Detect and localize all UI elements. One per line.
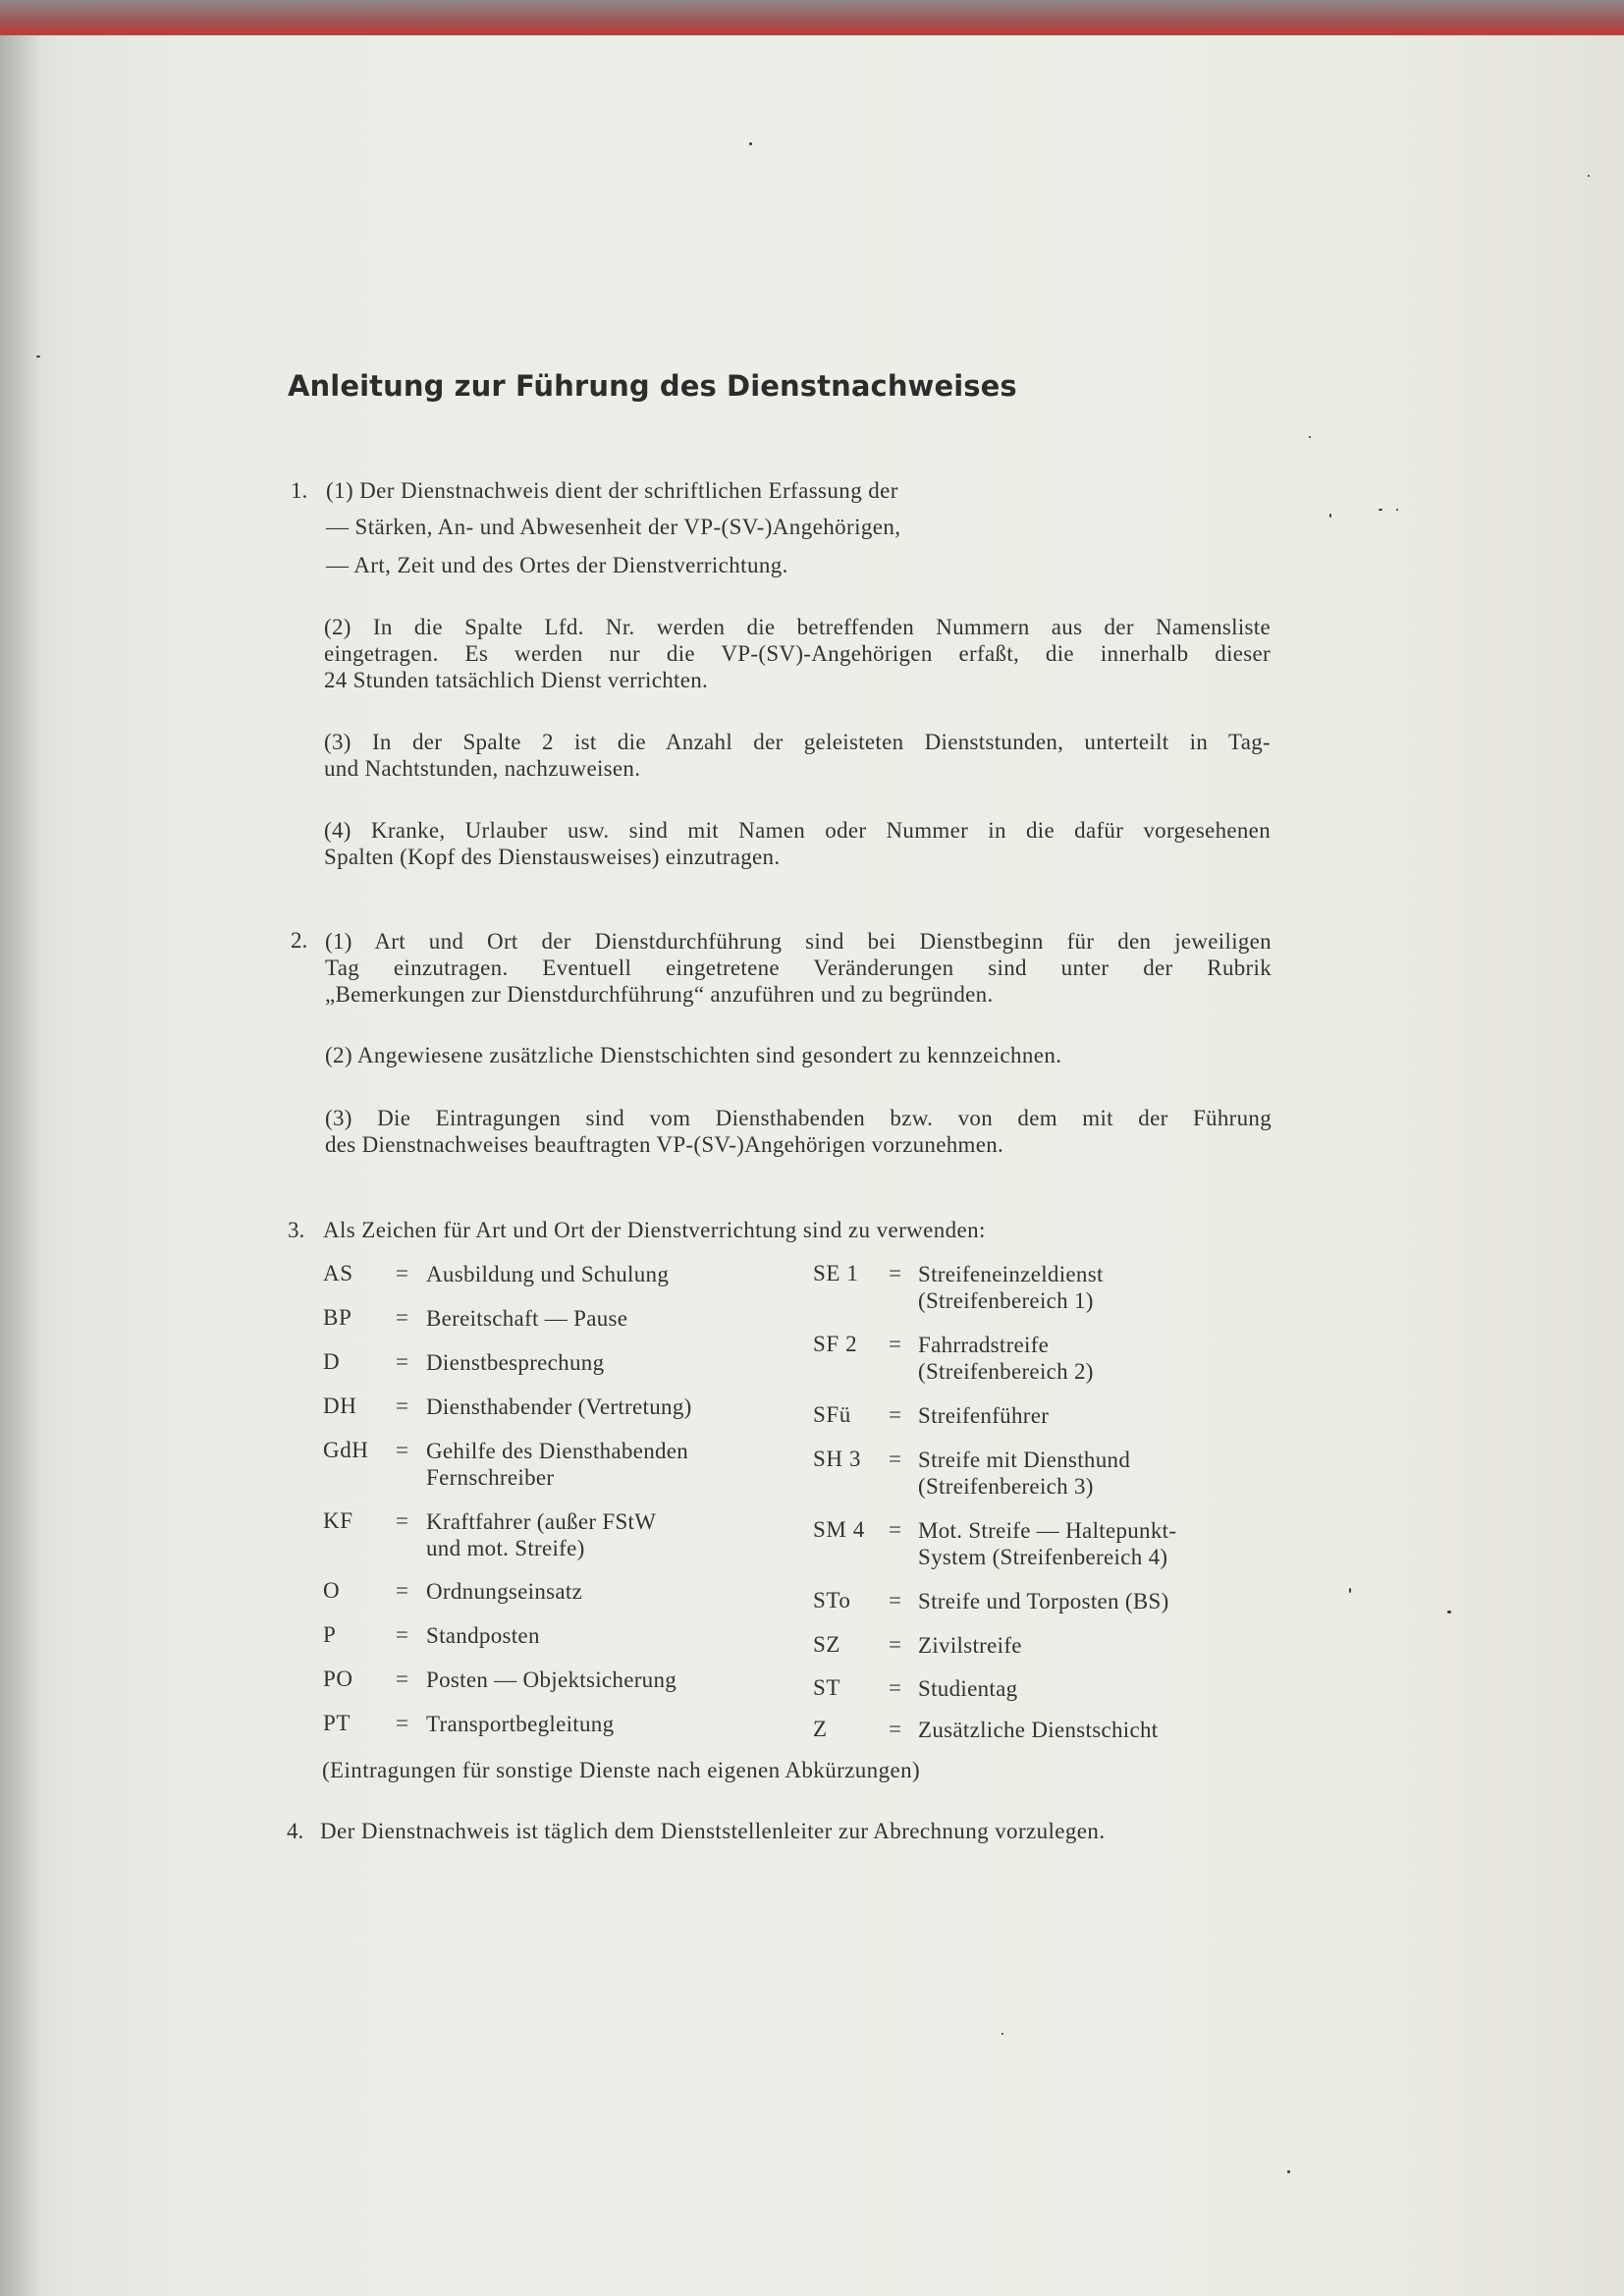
paragraph-line: eingetragen. Es werden nur die VP-(SV)-Angehörigen erfaßt, die innerhalb dieser [324, 641, 1271, 666]
code-meaning [918, 1517, 1176, 1570]
paper-speck [1001, 2033, 1003, 2035]
section-1-bullet-1: — Stärken, An- und Abwesenheit der VP-(SV-)Angehörigen, [326, 515, 901, 539]
code-meaning [918, 1447, 1130, 1500]
section-4-text: Der Dienstnachweis ist täglich dem Dienststellenleiter zur Abrechnung vorzulegen. [320, 1819, 1106, 1843]
paragraph-line: (4) Kranke, Urlauber usw. sind mit Namen oder Nummer in die dafür vorgesehenen [324, 818, 1271, 843]
section-2-number: 2. [291, 928, 308, 953]
equals-sign: = [396, 1667, 408, 1691]
equals-sign: = [396, 1508, 408, 1533]
paragraph-line: (2) In die Spalte Lfd. Nr. werden die betreffenden Nummern aus der Namensliste [324, 615, 1271, 639]
paragraph-line: Tag einzutragen. Eventuell eingetretene Veränderungen sind unter der Rubrik [325, 956, 1272, 980]
code-meaning [918, 1632, 1022, 1659]
code-abbreviation: O [323, 1578, 341, 1603]
section-3-note: (Eintragungen für sonstige Dienste nach eigenen Abkürzungen) [322, 1758, 921, 1782]
section-2-paragraph-1 [325, 928, 1272, 1008]
equals-sign: = [396, 1711, 408, 1735]
code-meaning-line: Ordnungseinsatz [426, 1579, 583, 1604]
code-abbreviation: SH 3 [813, 1447, 862, 1471]
code-meaning [426, 1305, 627, 1332]
equals-sign: = [889, 1717, 901, 1741]
section-1-paragraph-1-intro: (1) Der Dienstnachweis dient der schriftlichen Erfassung der [326, 478, 898, 503]
paper-speck [1447, 1611, 1451, 1613]
paragraph-line: (3) In der Spalte 2 ist die Anzahl der geleisteten Dienststunden, unterteilt in Tag- [324, 730, 1271, 754]
code-meaning [426, 1349, 604, 1376]
section-1-paragraph-3 [324, 729, 1271, 782]
binding-shadow [0, 35, 39, 2296]
code-abbreviation: P [323, 1622, 337, 1647]
paper-speck [749, 142, 752, 145]
code-meaning-line: und mot. Streife) [426, 1536, 585, 1560]
section-1-bullet-2: — Art, Zeit und des Ortes der Dienstverrichtung. [326, 553, 788, 577]
paper-speck [1588, 175, 1590, 177]
section-1-paragraph-2 [324, 614, 1271, 693]
code-meaning-line: Studientag [918, 1676, 1018, 1701]
equals-sign: = [889, 1588, 901, 1613]
code-abbreviation: Z [813, 1717, 828, 1741]
code-meaning [918, 1588, 1169, 1614]
equals-sign: = [396, 1394, 408, 1418]
paragraph-line: „Bemerkungen zur Dienstdurchführung“ anzuführen und zu begründen. [325, 982, 994, 1007]
code-meaning-line: Zusätzliche Dienstschicht [918, 1718, 1159, 1742]
paragraph-line: des Dienstnachweises beauftragten VP-(SV-)Angehörigen vorzunehmen. [325, 1132, 1004, 1157]
code-meaning-line: Streifeneinzeldienst [918, 1262, 1104, 1286]
code-abbreviation: SZ [813, 1632, 841, 1657]
code-abbreviation: GdH [323, 1438, 369, 1462]
equals-sign: = [889, 1675, 901, 1700]
section-3-number: 3. [288, 1218, 305, 1242]
code-meaning [918, 1675, 1017, 1702]
equals-sign: = [889, 1632, 901, 1657]
equals-sign: = [889, 1332, 901, 1356]
code-meaning-line: (Streifenbereich 3) [918, 1474, 1094, 1499]
code-meaning [918, 1402, 1049, 1429]
section-2-paragraph-2: (2) Angewiesene zusätzliche Dienstschichten sind gesondert zu kennzeichnen. [325, 1043, 1062, 1067]
code-meaning-line: Ausbildung und Schulung [426, 1262, 670, 1286]
code-meaning-line: Diensthabender (Vertretung) [426, 1394, 692, 1419]
equals-sign: = [396, 1578, 408, 1603]
equals-sign: = [396, 1305, 408, 1330]
code-abbreviation: SE 1 [813, 1261, 859, 1285]
section-1-number: 1. [291, 478, 308, 503]
code-meaning-line: Gehilfe des Diensthabenden [426, 1439, 689, 1463]
code-abbreviation: AS [323, 1261, 353, 1285]
code-meaning [918, 1717, 1158, 1743]
section-3-intro: Als Zeichen für Art und Ort der Dienstverrichtung sind zu verwenden: [323, 1218, 986, 1242]
code-meaning-line: Bereitschaft — Pause [426, 1306, 628, 1331]
paper-speck [1287, 2170, 1290, 2173]
code-meaning [918, 1332, 1094, 1385]
code-meaning-line: Fernschreiber [426, 1465, 555, 1490]
code-abbreviation: KF [323, 1508, 353, 1533]
code-meaning [426, 1508, 656, 1561]
code-abbreviation: SFü [813, 1402, 851, 1427]
code-abbreviation: DH [323, 1394, 357, 1418]
paper-speck [1396, 509, 1398, 511]
code-meaning-line: Streife und Torposten (BS) [918, 1589, 1169, 1613]
code-abbreviation: SM 4 [813, 1517, 865, 1542]
paragraph-line: (1) Art und Ort der Dienstdurchführung sind bei Dienstbeginn für den jeweiligen [325, 929, 1272, 954]
code-abbreviation: SF 2 [813, 1332, 858, 1356]
code-abbreviation: BP [323, 1305, 352, 1330]
code-meaning-line: Posten — Objektsicherung [426, 1667, 677, 1692]
paper-speck [1349, 1588, 1351, 1593]
code-abbreviation: PT [323, 1711, 352, 1735]
code-abbreviation: ST [813, 1675, 841, 1700]
code-meaning-line: (Streifenbereich 1) [918, 1288, 1094, 1313]
code-meaning-line: Zivilstreife [918, 1633, 1022, 1658]
code-meaning-line: Fahrradstreife [918, 1333, 1050, 1357]
code-meaning [426, 1261, 669, 1287]
paper-speck [1309, 436, 1311, 438]
paragraph-line: (3) Die Eintragungen sind vom Diensthabenden bzw. von dem mit der Führung [325, 1106, 1272, 1130]
section-2-paragraph-3 [325, 1105, 1272, 1158]
code-meaning-line: (Streifenbereich 2) [918, 1359, 1094, 1384]
code-meaning-line: Mot. Streife — Haltepunkt- [918, 1518, 1177, 1543]
paper-speck [36, 355, 40, 357]
section-4-number: 4. [287, 1819, 304, 1843]
code-meaning-line: System (Streifenbereich 4) [918, 1545, 1168, 1569]
code-meaning [426, 1711, 614, 1737]
code-meaning [426, 1394, 692, 1420]
code-meaning [426, 1667, 677, 1693]
code-meaning-line: Transportbegleitung [426, 1712, 615, 1736]
equals-sign: = [396, 1261, 408, 1285]
code-meaning-line: Streife mit Diensthund [918, 1448, 1131, 1472]
paragraph-line: Spalten (Kopf des Dienstausweises) einzutragen. [324, 845, 781, 869]
code-meaning-line: Kraftfahrer (außer FStW [426, 1509, 657, 1534]
code-meaning-line: Standposten [426, 1623, 540, 1648]
code-meaning [918, 1261, 1104, 1314]
document-heading: Anleitung zur Führung des Dienstnachweises [288, 369, 1017, 403]
section-1-paragraph-4 [324, 817, 1271, 870]
code-abbreviation: D [323, 1349, 341, 1374]
code-abbreviation: PO [323, 1667, 353, 1691]
paragraph-line: und Nachtstunden, nachzuweisen. [324, 756, 641, 781]
equals-sign: = [889, 1261, 901, 1285]
equals-sign: = [889, 1447, 901, 1471]
equals-sign: = [396, 1438, 408, 1462]
code-meaning-line: Streifenführer [918, 1403, 1050, 1428]
equals-sign: = [889, 1402, 901, 1427]
paragraph-line: 24 Stunden tatsächlich Dienst verrichten. [324, 668, 709, 692]
equals-sign: = [889, 1517, 901, 1542]
code-meaning [426, 1578, 582, 1605]
code-meaning [426, 1622, 540, 1649]
equals-sign: = [396, 1622, 408, 1647]
code-meaning-line: Dienstbesprechung [426, 1350, 605, 1375]
code-meaning [426, 1438, 688, 1491]
paper-speck [1329, 514, 1331, 518]
paper-speck [1379, 509, 1382, 511]
code-abbreviation: STo [813, 1588, 851, 1613]
equals-sign: = [396, 1349, 408, 1374]
